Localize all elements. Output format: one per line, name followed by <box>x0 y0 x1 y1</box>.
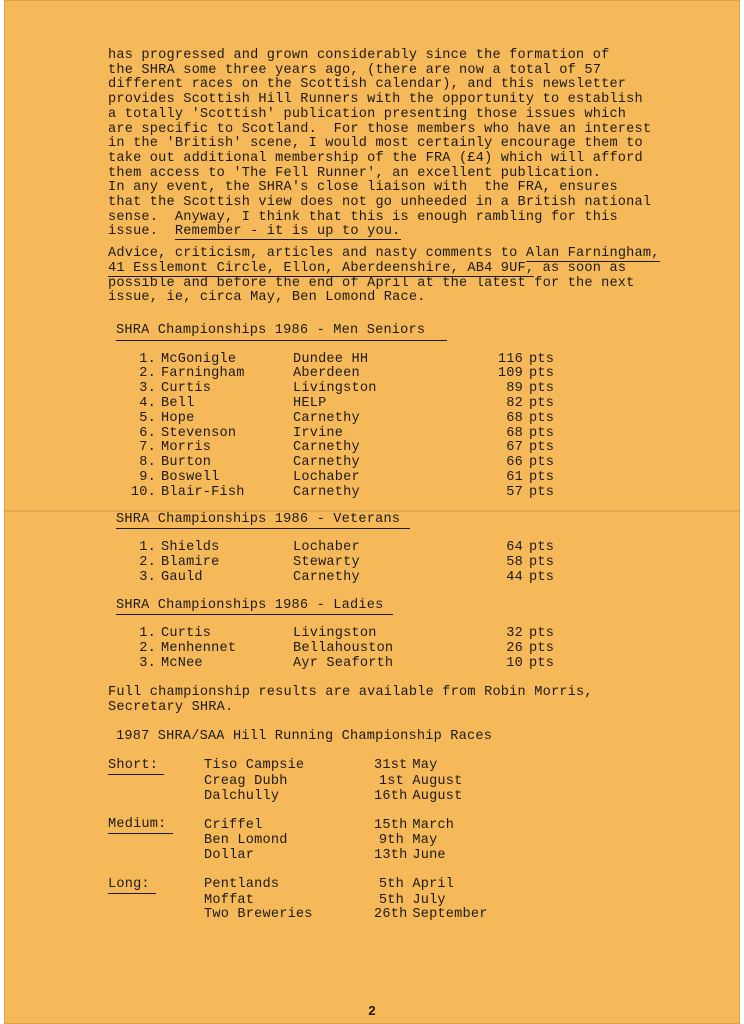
race-category <box>108 818 204 834</box>
points-unit: pts <box>529 351 555 367</box>
rank: 5. <box>139 410 156 426</box>
club-name: Stewarty <box>293 555 360 571</box>
intro-line: a totally 'Scottish' publication presenting those issues which <box>108 106 627 122</box>
race-date <box>374 790 488 805</box>
points-value: 68 <box>506 425 523 441</box>
points-value: 66 <box>506 455 523 471</box>
race-month: July <box>412 892 446 908</box>
points-value: 10 <box>506 656 523 672</box>
points-value: 44 <box>506 569 523 585</box>
club-name: Carnethy <box>293 455 360 471</box>
intro-line: are specific to Scotland. For those members who have an interest <box>108 121 652 137</box>
race-date <box>374 908 488 923</box>
rank: 3. <box>139 381 156 397</box>
club-name: Livingston <box>293 381 377 397</box>
advice-line-4: issue, ie, circa May, Ben Lomond Race. <box>108 290 426 306</box>
runner-name: Curtis <box>161 381 212 397</box>
intro-last-line <box>108 225 708 240</box>
table-row <box>108 556 559 571</box>
editor-address: 41 Esslemont Circle, Ellon, Aberdeenshire, AB4 9UF, <box>108 260 535 276</box>
points-unit: pts <box>529 656 555 672</box>
points-unit: pts <box>529 425 555 441</box>
club-name: HELP <box>293 396 327 412</box>
race-month: May <box>412 758 438 774</box>
club-name: Irvine <box>293 425 344 441</box>
race-name: Moffat <box>204 892 255 908</box>
rank: 9. <box>139 470 156 486</box>
ladies-table <box>108 627 559 671</box>
table-row <box>108 427 559 442</box>
intro-line: has progressed and grown considerably since the formation of <box>108 48 610 63</box>
races-1987-heading: 1987 SHRA/SAA Hill Running Championship Races <box>116 729 493 745</box>
intro-line: that the Scottish view does not go unheeded in a British national <box>108 195 652 211</box>
rank: 2. <box>139 555 156 571</box>
points-unit: pts <box>529 381 555 397</box>
runner-name: Shields <box>161 540 220 556</box>
club-name: Aberdeen <box>293 366 360 382</box>
rank: 3. <box>139 569 156 585</box>
points-value: 82 <box>506 396 523 412</box>
club-name: Carnethy <box>293 410 360 426</box>
rank: 6. <box>139 425 156 441</box>
runner-name: Blamire <box>161 555 220 571</box>
runner-name: Bell <box>161 396 195 412</box>
table-row <box>108 367 559 382</box>
club-name: Carnethy <box>293 569 360 585</box>
intro-line: them access to 'The Fell Runner', an excellent publication. <box>108 165 602 181</box>
points-value: 68 <box>506 410 523 426</box>
advice-line-1 <box>108 247 708 262</box>
runner-name: Morris <box>161 440 212 456</box>
points-value: 61 <box>506 470 523 486</box>
intro-line: In any event, the SHRA's close liaison with the FRA, ensures <box>108 180 618 196</box>
intro-line: different races on the Scottish calendar), and this newsletter <box>108 77 627 93</box>
race-day: 16th <box>374 788 408 804</box>
race-month: April <box>412 877 455 893</box>
runner-name: Curtis <box>161 626 212 642</box>
rank: 1. <box>139 351 156 367</box>
advice-line-2 <box>108 262 708 277</box>
club-name: Carnethy <box>293 484 360 500</box>
table-row <box>108 441 559 456</box>
rank: 8. <box>139 455 156 471</box>
points-value: 109 <box>497 366 523 382</box>
table-row <box>108 382 559 397</box>
table-row <box>108 397 559 412</box>
points-unit: pts <box>529 555 555 571</box>
rank: 1. <box>139 626 156 642</box>
rank: 1. <box>139 540 156 556</box>
rank: 3. <box>139 656 156 672</box>
category-label: Medium: <box>108 818 173 834</box>
table-row <box>108 456 559 471</box>
race-row <box>108 818 488 834</box>
race-date <box>374 894 488 909</box>
full-results-line-1: Full championship results are available from Robin Morris, <box>108 684 593 700</box>
points-value: 67 <box>506 440 523 456</box>
runner-name: Burton <box>161 455 212 471</box>
races-1987-table <box>108 759 488 923</box>
club-name: Dundee HH <box>293 351 369 367</box>
race-day: 15th <box>374 817 408 833</box>
points-value: 116 <box>497 351 523 367</box>
points-unit: pts <box>529 540 555 556</box>
points-unit: pts <box>529 470 555 486</box>
rank: 7. <box>139 440 156 456</box>
category-label: Short: <box>108 759 164 775</box>
race-day: 1st <box>378 773 404 789</box>
race-category <box>108 878 204 894</box>
race-name: Tiso Campsie <box>204 758 305 774</box>
race-month: March <box>412 817 455 833</box>
table-row <box>108 571 559 586</box>
race-row <box>108 834 488 849</box>
race-name: Creag Dubh <box>204 773 288 789</box>
club-name: Lochaber <box>293 470 360 486</box>
race-day: 5th <box>378 892 404 908</box>
points-value: 26 <box>506 641 523 657</box>
full-results-line-2: Secretary SHRA. <box>108 699 234 715</box>
rank: 2. <box>139 366 156 382</box>
club-name: Bellahouston <box>293 641 394 657</box>
points-value: 89 <box>506 381 523 397</box>
runner-name: Stevenson <box>161 425 237 441</box>
intro-paragraph <box>108 49 708 240</box>
club-name: Ayr Seaforth <box>293 656 394 672</box>
race-name: Two Breweries <box>204 907 313 923</box>
advice-suffix: as soon as <box>534 260 627 276</box>
table-row <box>108 353 559 368</box>
table-row <box>108 471 559 486</box>
race-name: Dollar <box>204 847 255 863</box>
table-row <box>108 642 559 657</box>
runner-name: McNee <box>161 656 203 672</box>
race-row <box>108 759 488 775</box>
club-name: Carnethy <box>293 440 360 456</box>
race-date <box>374 834 488 849</box>
points-value: 32 <box>506 626 523 642</box>
intro-line: sense. Anyway, I think that this is enough rambling for this <box>108 209 618 225</box>
veterans-table <box>108 541 559 585</box>
race-row <box>108 849 488 864</box>
remember-underlined: Remember - it is up to you. <box>174 224 401 240</box>
points-value: 64 <box>506 540 523 556</box>
table-row <box>108 412 559 427</box>
race-row <box>108 908 488 923</box>
points-unit: pts <box>529 366 555 382</box>
points-unit: pts <box>529 641 555 657</box>
race-date <box>374 878 488 894</box>
points-unit: pts <box>529 569 555 585</box>
race-date <box>374 775 488 790</box>
race-name: Ben Lomond <box>204 833 288 849</box>
points-unit: pts <box>529 396 555 412</box>
race-name: Criffel <box>204 817 263 833</box>
rank: 2. <box>139 641 156 657</box>
intro-line: the SHRA some three years ago, (there are now a total of 57 <box>108 62 602 78</box>
race-date <box>374 818 488 834</box>
race-month: June <box>412 847 446 863</box>
men-seniors-table <box>108 353 559 501</box>
race-row <box>108 775 488 790</box>
points-unit: pts <box>529 484 555 500</box>
race-month: September <box>412 907 488 923</box>
points-unit: pts <box>529 455 555 471</box>
points-value: 58 <box>506 555 523 571</box>
race-date <box>374 849 488 864</box>
points-unit: pts <box>529 626 555 642</box>
race-name: Dalchully <box>204 788 280 804</box>
newsletter-page <box>4 0 740 1024</box>
intro-line: take out additional membership of the FRA (£4) which will afford <box>108 150 643 166</box>
race-day: 26th <box>374 907 408 923</box>
table-row <box>108 541 559 556</box>
race-row <box>108 894 488 909</box>
advice-line-3: possible and before the end of April at the latest for the next <box>108 275 635 291</box>
runner-name: Gauld <box>161 569 203 585</box>
rank: 4. <box>139 396 156 412</box>
advice-prefix: Advice, criticism, articles and nasty comments to <box>108 246 526 262</box>
rank: 10. <box>130 484 156 500</box>
runner-name: Menhennet <box>161 641 237 657</box>
race-day: 5th <box>378 877 404 893</box>
advice-paragraph <box>108 247 708 306</box>
intro-line: in the 'British' scene, I would most certainly encourage them to <box>108 136 643 152</box>
runner-name: McGonigle <box>161 351 237 367</box>
race-category <box>108 759 204 775</box>
race-date <box>374 759 488 775</box>
points-unit: pts <box>529 440 555 456</box>
race-day: 31st <box>374 758 408 774</box>
table-row <box>108 657 559 672</box>
runner-name: Boswell <box>161 470 220 486</box>
runner-name: Hope <box>161 410 195 426</box>
men-seniors-heading: SHRA Championships 1986 - Men Seniors <box>116 324 447 341</box>
full-results-note <box>108 686 708 715</box>
runner-name: Farningham <box>161 366 245 382</box>
runner-name: Blair-Fish <box>161 484 245 500</box>
points-unit: pts <box>529 410 555 426</box>
race-name: Pentlands <box>204 877 280 893</box>
veterans-heading: SHRA Championships 1986 - Veterans <box>116 513 410 530</box>
points-value: 57 <box>506 484 523 500</box>
ladies-heading: SHRA Championships 1986 - Ladies <box>116 599 393 616</box>
page-number: 2 <box>368 1003 376 1018</box>
race-month: August <box>412 773 463 789</box>
table-row <box>108 627 559 642</box>
editor-name: Alan Farningham, <box>525 246 660 262</box>
race-day: 9th <box>378 833 404 849</box>
race-month: May <box>412 833 438 849</box>
club-name: Lochaber <box>293 540 360 556</box>
club-name: Livingston <box>293 626 377 642</box>
race-month: August <box>412 788 463 804</box>
category-label: Long: <box>108 878 156 894</box>
race-row <box>108 878 488 894</box>
intro-last-prefix: issue. <box>108 224 175 240</box>
race-row <box>108 790 488 805</box>
race-day: 13th <box>374 847 408 863</box>
intro-line: provides Scottish Hill Runners with the opportunity to establish <box>108 92 643 108</box>
page-content <box>108 49 708 923</box>
table-row <box>108 486 559 501</box>
